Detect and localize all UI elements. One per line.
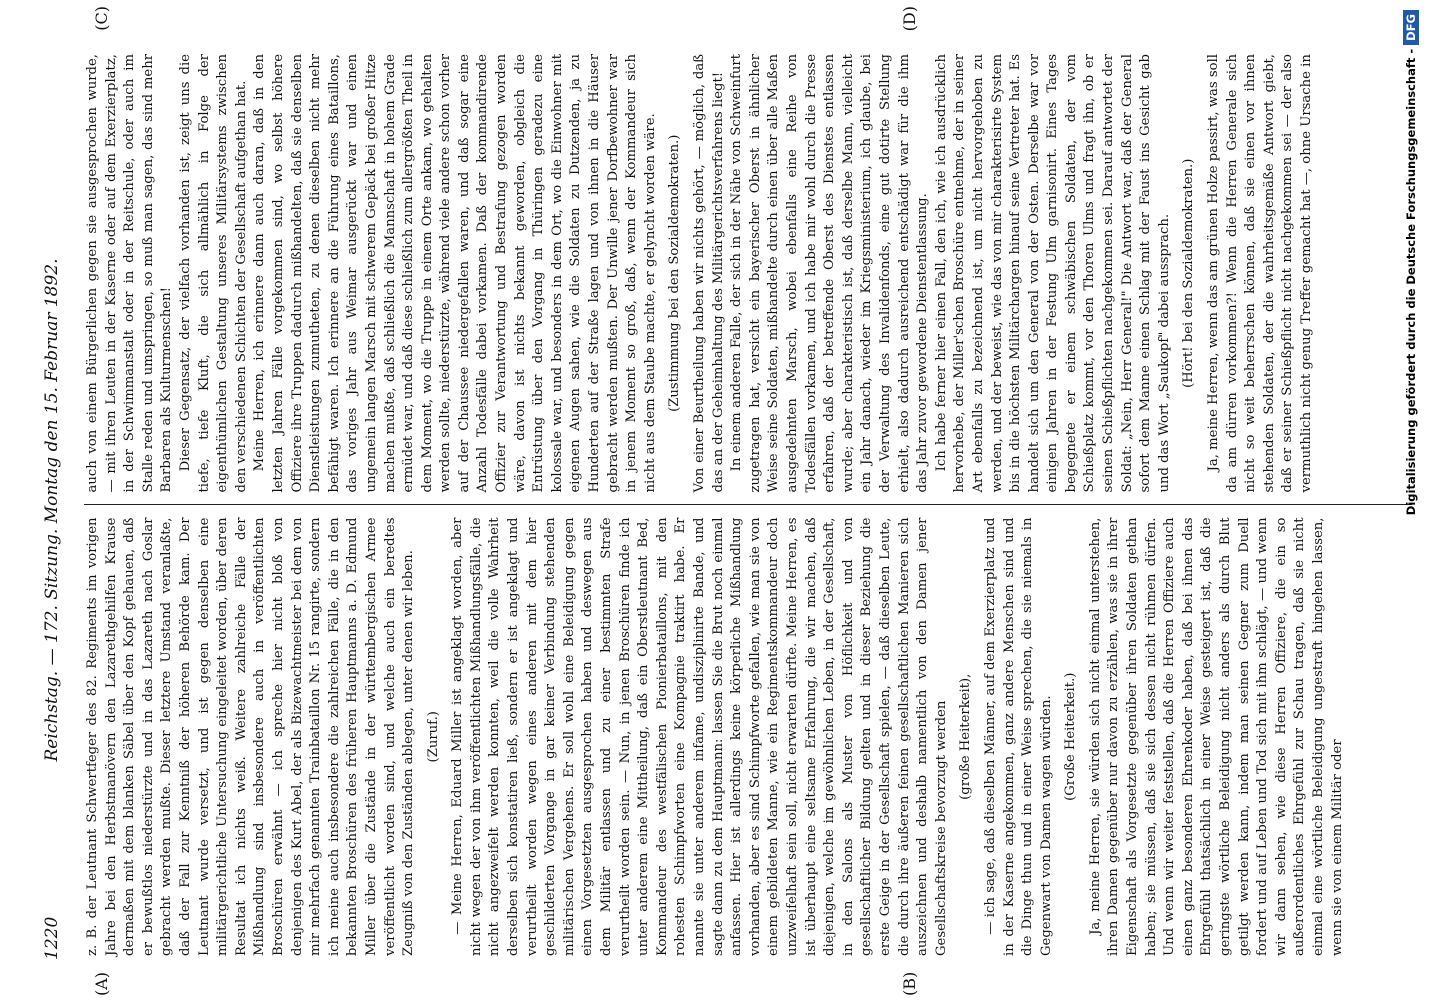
margin-marker-c: (C) <box>92 6 111 31</box>
margin-marker-a: (A) <box>92 971 111 996</box>
paragraph: Ich habe ferner hier einen Fall, den ich, wie ich ausdrücklich hervorhebe, der Miller'schen Broschüre entnehme, der in seiner Art ebenfalls zu bezeichnend ist, um nicht hervorgehoben zu werden, und der beweist, wie das von mir charakterisirte System bis in die höchsten Militärchargen hinauf seine Vertreter hat. Es handelt sich um den General von der Osten. Derselbe war vor einigen Jahren in der Festung Ulm garnisonirt. Eines Tages begegnete er einem schwäbischen Soldaten, der vom Schießplatz kommt, vor den Thoren Ulms und fragt ihn, ob er seinen Schießpflichten nachgekommen sei. Darauf antwortet der Soldat: „Nein, Herr General!" Die Antwort war, daß der General sofort dem Manne einen Schlag mit der Faust ins Gesicht gab und das Wort „Saukopf" dabei aussprach. <box>933 54 1172 493</box>
dfg-watermark <box>1398 10 1424 990</box>
paragraph: In einem anderen Falle, der sich in der Nähe von Schweinfurt zugetragen hat, versicht ein bayerischer Oberst in ähnlicher Weise seine Soldaten, mißhandelte durch einen über alle Maßen ausgedehnten Marsch, wobei ebenfalls eine Reihe von Todesfällen vorkamen, und ich habe mir wohl durch die Presse erfahren, daß der betreffende Oberst des Dienstes entlassen wurde; aber charakteristisch ist, daß derselbe Mann, vielleicht ein Jahr danach, wieder im Kriegsministerium, ich glaube, bei der Verwaltung des Invalidenfonds, eine gut dotirte Stellung erhielt, also dadurch ausreichend entschädigt war für die ihm das Jahr zuvor gewordene Dienstentlassung. <box>729 54 931 493</box>
paragraph: — ich sage, daß dieselben Männer, auf dem Exerzierplatz und in der Kaserne angekommen, ganz andere Menschen sind und die Dinge thun und in einer Weise sprechen, die sie niemals in Gegenwart von Damen wagen würden. <box>982 517 1054 956</box>
paragraph: auch von einem Bürgerlichen gegen sie ausgesprochen wurde, — mit ihren Leuten in der Kaserne oder auf dem Exerzierplatz, in der Schwimmanstalt oder in der Reitschule, oder auch im Stalle reden und umspringen, so muß man sagen, das sind mehr Barbaren als Kulturmenschen! <box>85 54 175 493</box>
interjection: (Zuruf.) <box>425 711 441 763</box>
interjection: (Zustimmung bei den Sozialdemokraten.) <box>667 134 683 412</box>
page-number: 1220 <box>42 916 62 960</box>
paragraph: z. B. der Leutnant Schwertfeger des 82. Regiments im vorigen Jahre bei den Herbstmanövern den Lazarethgehilfen Krause dermaßen mit dem blanken Säbel über den Kopf gehauen, daß er bewußtlos niederstürzte und in das Lazareth nach Goslar gebracht werden mußte. Dieser letztere Umstand veranlaßte, daß der Fall zur Kenntniß der höheren Behörde kam. Der Leutnant wurde versetzt, und ist gegen denselben eine militärgerichtliche Untersuchung eingeleitet worden, über deren Resultat ich nichts weiß. Weitere zahlreiche Fälle der Mißhandlung sind insbesondere auch in veröffentlichten Broschüren erwähnt — ich spreche hier nicht bloß von denjenigen des Kurt Abel, der als Bizewachtmeister bei dem von mir mehrfach genannten Trainbataillon Nr. 15 rangirte, sondern ich meine auch insbesondere die zahlreichen Fälle, die in den bekannten Broschüren des früheren Hauptmanns a. D. Edmund Miller über die Zustände in der württembergischen Armee veröffentlicht worden sind, und welche auch ein beredtes Zeugniß von den Zuständen ablegen, unter denen wir leben. <box>85 517 417 956</box>
right-column <box>84 50 1412 505</box>
interjection: (Hört! bei den Sozialdemokraten.) <box>1181 158 1197 388</box>
running-title: Reichstag. — 172. Sitzung. Montag den 15. Februar 1892. <box>42 258 62 762</box>
margin-marker-d: (D) <box>900 6 919 32</box>
interjection: (Große Heiterkeit.) <box>1063 672 1079 801</box>
left-column <box>84 505 1412 961</box>
interjection: (große Heiterkeit), <box>958 673 974 800</box>
paragraph: Ja, meine Herren, wenn das am grünen Holze passirt, was soll da am dürren vorkommen?! Wenn die Herren Generale sich nicht so weit beherrschen können, daß sie einen vor ihnen stehenden Soldaten, der die wahrheitsgemäße Antwort giebt, daß er seiner Schießpflicht nicht nachgekommen sei — der also vermuthlich nicht genug Treffer gemacht hat —, ohne Ursache in <box>1206 54 1314 493</box>
paragraph: — Meine Herren, Eduard Miller ist angeklagt worden, aber nicht wegen der von ihm veröffentlichten Mißhandlungsfälle, die nicht angezweifelt werden konnten, weil die volle Wahrheit derselben sich konstatiren ließ, sondern er ist angeklagt und verurtheilt worden wegen eines anderen mit dem hier geschilderten Vorgange in gar keiner Verbindung stehenden militärischen Vergehens. Er soll wohl eine Beleidigung gegen einen Vorgesetzten ausgesprochen haben und deswegen aus dem Militär entlassen und zu einer bestimmten Strafe verurtheilt worden sein. — Nun, in jenen Broschüren finde ich unter anderem eine Mittheilung, daß ein Oberstleutnant Bed, Kommandeur des westfälischen Pionierbataillons, mit den rohesten Schimpfworten eine Kompagnie traktirt habe. Er nannte sie unter anderem infame, undisziplinirte Bande, und sagte dann zu dem Hauptmann: lassen Sie die Brut noch einmal anfassen. Hier ist allerdings keine körperliche Mißhandlung vorhanden, aber es sind Schimpfworte gefallen, wie man sie von einem gebildeten Manne, wie ein Regimentskommandeur doch unzweifelhaft sein soll, nicht erwarten dürfte. Meine Herren, es ist überhaupt eine seltsame Erfahrung, die wir machen, daß diejenigen, welche im gewöhnlichen Leben, in der Gesellschaft, in den Salons als Muster von Höflichkeit und von gesellschaftlicher Bildung gelten und in dieser Beziehung die erste Geige in der Gesellschaft spielen, — daß dieselben Leute, die durch ihre äußeren feinen gesellschaftlichen Manieren sich auszeichnen und deshalb namentlich von den Damen jener Gesellschaftskreise bevorzugt werden <box>450 517 949 956</box>
paragraph: Dieser Gegensatz, der vielfach vorhanden ist, zeigt uns die tiefe, tiefe Kluft, die sich allmählich in Folge der eigenthümlichen Gestaltung unseres Militärsystems zwischen den verschiedenen Schichten der Gesellschaft aufgethan hat. <box>177 54 249 493</box>
watermark-text: Digitalisierung gefördert durch die Deutsche Forschungsgemeinschaft - <box>1404 48 1418 516</box>
page-header <box>42 60 72 960</box>
paragraph: Von einer Beurtheilung haben wir nichts gehört, — möglich, daß das an der Geheimhaltung des Militärgerichtsverfahrens liegt! <box>692 54 726 493</box>
dfg-logo-badge: DFG <box>1403 10 1419 45</box>
paragraph: Ja, meine Herren, sie würden sich nicht einmal unterstehen, ihren Damen gegenüber nur davon zu erzählen, was sie in ihrer Eigenschaft als Vorgesetzte gegenüber ihren Soldaten gethan haben; sie müssen, daß sie sich dessen nicht rühmen dürfen. Und wenn wir weiter feststellen, daß die Herren Offiziere auch einen ganz besonderen Ehrenkoder haben, daß bei ihnen das Ehrgefühl thatsächlich in einer Weise gesteigert ist, daß die geringste wörtliche Beleidigung nicht anders als durch Blut getilgt werden kann, indem man seinen Gegner zum Duell fordert und auf Leben und Tod sich mit ihm schlägt, — und wenn wir dann sehen, wie diese Herren Offiziere, die ein so außerordentliches Ehrgefühl zur Schau tragen, daß sie nicht einmal eine wörtliche Beleidigung ungestraft hingehen lassen, wenn sie von einem Militär oder <box>1087 517 1345 956</box>
text-columns <box>84 50 1412 960</box>
paragraph: Meine Herren, ich erinnere dann auch daran, daß in den letzten Jahren Fälle vorgekommen sind, wo selbst höhere Offiziere ihre Truppen dadurch mißhandelten, daß sie denselben Dienstleistungen zumutheten, zu denen dieselben nicht mehr befähigt waren. Ich erinnere an die Führung eines Bataillons, das voriges Jahr aus Weimar ausgerückt war und einen ungemein langen Marsch mit schwerem Gepäck bei großer Hitze machen mußte, daß schließlich die Mannschaft in hohem Grade ermüdet war, und daß diese schließlich zum allergrößten Theil in dem Moment, wo die Truppe in einem Orte ankam, wo gehalten werden sollte, niederstürzte, während viele andere schon vorher auf der Chaussee niedergefallen waren, und daß sogar eine Anzahl Todesfälle dabei vorkamen. Daß der kommandirende Offizier zur Verantwortung und Bestrafung gezogen worden wäre, davon ist nichts bekannt geworden, obgleich die Entrüstung über den Vorgang in Thüringen geradezu eine kolossale war, und besonders in dem Ort, wo die Einwohner mit eigenen Augen sahen, wie die Soldaten zu Dutzenden, ja zu Hunderten auf der Straße lagen und von ihnen in die Häuser gebracht werden mußten. Der Unwille jener Dorfbewohner war in jenem Moment so groß, daß, wenn der Kommandeur sich nicht aus dem Staube machte, er gelyncht worden wäre. <box>252 54 658 493</box>
margin-marker-b: (B) <box>900 971 919 996</box>
